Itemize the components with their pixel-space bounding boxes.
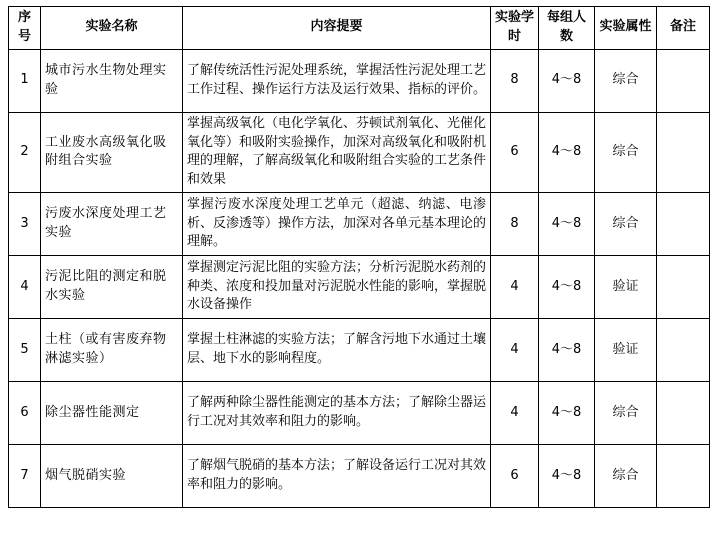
cell-no: 3 xyxy=(9,193,41,256)
column-header-group: 每组人数 xyxy=(539,7,595,50)
cell-hours: 8 xyxy=(491,49,539,112)
cell-summary: 掌握土柱淋滤的实验方法；了解含污地下水通过土壤层、地下水的影响程度。 xyxy=(183,319,491,382)
cell-summary: 掌握测定污泥比阻的实验方法；分析污泥脱水药剂的种类、浓度和投加量对污泥脱水性能的影响，掌握脱水设备操作 xyxy=(183,256,491,319)
cell-group: 4～8 xyxy=(539,112,595,192)
cell-attr: 综合 xyxy=(595,49,657,112)
cell-no: 7 xyxy=(9,445,41,508)
cell-group: 4～8 xyxy=(539,319,595,382)
table-row xyxy=(9,49,710,112)
cell-hours: 4 xyxy=(491,319,539,382)
column-header-summary: 内容提要 xyxy=(183,7,491,50)
cell-name: 城市污水生物处理实验 xyxy=(41,49,183,112)
cell-remark xyxy=(657,49,710,112)
cell-summary: 了解两种除尘器性能测定的基本方法；了解除尘器运行工况对其效率和阻力的影响。 xyxy=(183,382,491,445)
cell-group: 4～8 xyxy=(539,256,595,319)
cell-remark xyxy=(657,319,710,382)
cell-hours: 6 xyxy=(491,112,539,192)
cell-group: 4～8 xyxy=(539,49,595,112)
table-row xyxy=(9,319,710,382)
cell-group: 4～8 xyxy=(539,382,595,445)
cell-name: 污废水深度处理工艺实验 xyxy=(41,193,183,256)
table-row xyxy=(9,112,710,192)
table-body xyxy=(9,49,710,507)
table-row xyxy=(9,193,710,256)
cell-name: 土柱（或有害废弃物淋滤实验） xyxy=(41,319,183,382)
cell-remark xyxy=(657,445,710,508)
cell-no: 6 xyxy=(9,382,41,445)
cell-hours: 4 xyxy=(491,256,539,319)
cell-remark xyxy=(657,256,710,319)
cell-summary: 掌握高级氧化（电化学氧化、芬顿试剂氧化、光催化氧化等）和吸附实验操作，加深对高级氧化和吸附机理的理解，了解高级氧化和吸附组合实验的工艺条件和效果 xyxy=(183,112,491,192)
column-header-no: 序号 xyxy=(9,7,41,50)
table-header xyxy=(9,7,710,50)
cell-attr: 验证 xyxy=(595,256,657,319)
cell-name: 工业废水高级氧化吸附组合实验 xyxy=(41,112,183,192)
cell-name: 污泥比阻的测定和脱水实验 xyxy=(41,256,183,319)
cell-summary: 掌握污废水深度处理工艺单元（超滤、纳滤、电渗析、反渗透等）操作方法，加深对各单元基本理论的理解。 xyxy=(183,193,491,256)
column-header-remark: 备注 xyxy=(657,7,710,50)
cell-remark xyxy=(657,193,710,256)
cell-summary: 了解烟气脱硝的基本方法；了解设备运行工况对其效率和阻力的影响。 xyxy=(183,445,491,508)
cell-no: 1 xyxy=(9,49,41,112)
table-row xyxy=(9,382,710,445)
cell-remark xyxy=(657,112,710,192)
experiment-table xyxy=(8,6,710,508)
cell-hours: 6 xyxy=(491,445,539,508)
column-header-hours: 实验学时 xyxy=(491,7,539,50)
cell-name: 除尘器性能测定 xyxy=(41,382,183,445)
cell-attr: 综合 xyxy=(595,193,657,256)
column-header-attr: 实验属性 xyxy=(595,7,657,50)
cell-remark xyxy=(657,382,710,445)
cell-attr: 综合 xyxy=(595,112,657,192)
table-row xyxy=(9,256,710,319)
table-header-row xyxy=(9,7,710,50)
cell-group: 4～8 xyxy=(539,193,595,256)
table-row xyxy=(9,445,710,508)
cell-hours: 8 xyxy=(491,193,539,256)
cell-attr: 综合 xyxy=(595,382,657,445)
cell-no: 4 xyxy=(9,256,41,319)
cell-name: 烟气脱硝实验 xyxy=(41,445,183,508)
cell-group: 4～8 xyxy=(539,445,595,508)
cell-attr: 综合 xyxy=(595,445,657,508)
cell-hours: 4 xyxy=(491,382,539,445)
column-header-name: 实验名称 xyxy=(41,7,183,50)
cell-summary: 了解传统活性污泥处理系统，掌握活性污泥处理工艺工作过程、操作运行方法及运行效果、指标的评价。 xyxy=(183,49,491,112)
cell-no: 2 xyxy=(9,112,41,192)
cell-no: 5 xyxy=(9,319,41,382)
cell-attr: 验证 xyxy=(595,319,657,382)
